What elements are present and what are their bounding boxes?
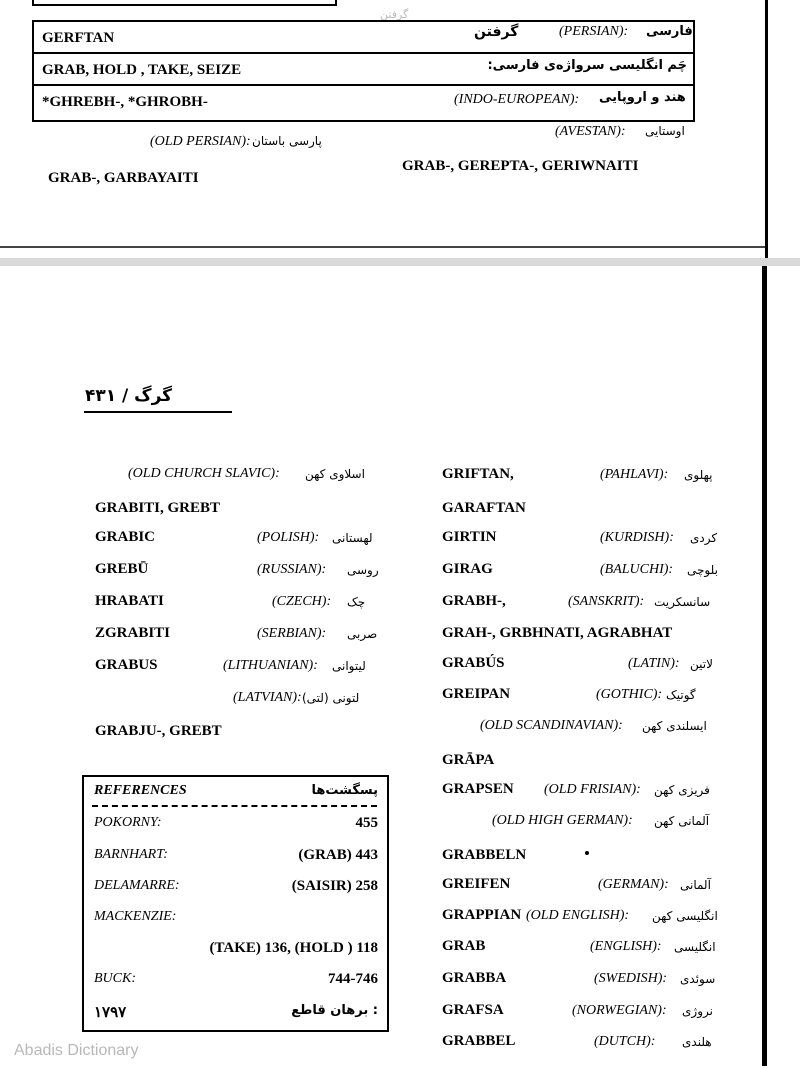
list-item — [128, 466, 388, 488]
old-persian-value: GRAB-, GARBAYAITI — [48, 170, 199, 186]
language-label-en: (OLD SCANDINAVIAN): — [480, 718, 623, 733]
language-label-fa: روسی — [347, 563, 379, 577]
avestan-value: GRAB-, GEREPTA-, GERIWNAITI — [402, 158, 639, 174]
language-label-fa: اسلاوی کهن — [305, 467, 365, 481]
language-label-en: (GERMAN): — [598, 877, 669, 892]
references-header — [94, 783, 378, 805]
word-value: GREBŪ — [95, 561, 149, 577]
language-label-fa: سوئدی — [680, 972, 716, 986]
word-value: GRABBELN — [442, 847, 527, 863]
list-item — [442, 749, 494, 771]
word-value: GRAPPIAN — [442, 907, 522, 923]
word-value: HRABATI — [95, 593, 164, 609]
references-title-fa: پسگشت‌ها — [311, 783, 378, 798]
word-value: GRAPSEN — [442, 781, 514, 797]
word-value: GRABÚS — [442, 655, 505, 671]
word-value: GARAFTAN — [442, 500, 526, 516]
language-label-fa: ایسلندی کهن — [642, 719, 707, 733]
list-item — [95, 625, 390, 647]
language-label-en: (GOTHIC): — [596, 687, 663, 702]
language-label-en: (SANSKRIT): — [568, 594, 645, 609]
persian-value: GERFTAN — [42, 30, 115, 46]
reference-row — [94, 909, 378, 931]
list-item — [442, 1033, 727, 1055]
language-label-fa: گوتیک — [666, 688, 696, 702]
word-value: GRABIC — [95, 529, 156, 545]
word-value: GRIFTAN, — [442, 466, 514, 482]
language-label-fa: صربی — [347, 627, 378, 641]
list-item — [442, 938, 727, 960]
page-bottom-edge — [0, 246, 766, 248]
list-item — [442, 812, 727, 834]
reference-row — [94, 878, 378, 900]
language-label-fa: هلندی — [682, 1035, 712, 1049]
language-label-fa: انگلیسی کهن — [652, 909, 718, 923]
list-item — [95, 561, 390, 583]
language-label-fa: پهلوی — [684, 468, 713, 482]
indo-european-label-fa: هند و اروپایی — [599, 90, 686, 105]
list-item — [442, 561, 727, 583]
list-item — [442, 529, 727, 551]
list-item — [442, 655, 727, 677]
word-value: GRAH-, GRBHNATI, AGRABHAT — [442, 625, 673, 641]
list-item — [442, 844, 526, 866]
reference-row — [94, 1003, 378, 1025]
language-label-fa: لهستانی — [332, 531, 373, 545]
old-persian-label-en: (OLD PERSIAN): — [150, 134, 251, 149]
reference-label: MACKENZIE: — [94, 909, 177, 924]
word-value: GRABBA — [442, 970, 507, 986]
word-value: GREIFEN — [442, 876, 511, 892]
reference-row — [94, 940, 378, 962]
language-label-en: (PAHLAVI): — [600, 467, 669, 482]
word-value: GRAB — [442, 938, 486, 954]
language-label-en: (POLISH): — [257, 530, 320, 545]
list-item — [442, 781, 727, 803]
word-value: GRAFSA — [442, 1002, 504, 1018]
language-label-fa: آلمانی — [680, 878, 711, 892]
avestan-label-en: (AVESTAN): — [555, 124, 626, 139]
language-label-en: (KURDISH): — [600, 530, 674, 545]
language-label-fa: چک — [347, 595, 366, 609]
language-label-en: (RUSSIAN): — [257, 562, 327, 577]
reference-value: برهان قاطع : — [291, 1003, 378, 1018]
word-value: GRABBEL — [442, 1033, 516, 1049]
word-value: GRABUS — [95, 657, 158, 673]
language-label-fa: لاتین — [690, 657, 713, 671]
list-item — [442, 686, 727, 708]
language-label-en: (OLD ENGLISH): — [526, 908, 630, 923]
language-label-en: (OLD CHURCH SLAVIC): — [128, 466, 280, 481]
list-item — [442, 622, 672, 644]
top-scanned-page — [0, 0, 800, 258]
language-label-fa: نروژی — [682, 1004, 713, 1018]
reference-row — [94, 815, 378, 837]
list-item — [442, 970, 727, 992]
list-item — [95, 593, 390, 615]
language-label-en: (CZECH): — [272, 594, 332, 609]
list-item — [442, 593, 727, 615]
word-value: GIRAG — [442, 561, 493, 577]
word-value: GRABJU-, GREBT — [95, 723, 222, 739]
avestan-label-fa: اوستایی — [645, 124, 685, 138]
reference-value: (SAISIR) 258 — [291, 878, 378, 894]
page-heading: گرگ / ۴۳۱ — [85, 386, 173, 406]
language-label-en: (ENGLISH): — [590, 939, 662, 954]
english-meaning-label: چَم انگلیسی سرواژه‌ی فارسی: — [487, 58, 687, 73]
indo-european-row — [34, 86, 693, 116]
stray-dot — [585, 851, 589, 855]
language-label-en: (OLD HIGH GERMAN): — [492, 813, 633, 828]
reference-label: BARNHART: — [94, 847, 168, 862]
page-right-edge — [762, 266, 767, 1066]
references-box — [82, 775, 389, 1032]
page-separator — [0, 258, 800, 266]
list-item — [442, 466, 727, 488]
word-value: GREIPAN — [442, 686, 511, 702]
reference-label: ۱۷۹۷ — [94, 1005, 127, 1021]
reference-value: (TAKE) 136, (HOLD ) 118 — [209, 940, 378, 956]
list-item — [95, 657, 390, 679]
list-item — [442, 907, 727, 929]
reference-value: (GRAB) 443 — [298, 847, 378, 863]
list-item — [442, 876, 727, 898]
english-meaning-row — [34, 54, 693, 86]
reference-row — [94, 847, 378, 869]
page-right-edge — [765, 0, 768, 258]
language-label-fa: آلمانی کهن — [654, 814, 710, 828]
language-label-fa: بلوچی — [687, 563, 718, 577]
language-label-fa: کردی — [690, 531, 718, 545]
indo-european-label-en: (INDO-EUROPEAN): — [454, 92, 580, 107]
language-label-en: (LATVIAN): — [233, 690, 302, 705]
reference-label: BUCK: — [94, 971, 136, 986]
references-title-en: REFERENCES — [94, 783, 187, 798]
word-value: GRABH-, — [442, 593, 506, 609]
language-label-en: (LATIN): — [628, 656, 680, 671]
language-label-en: (SWEDISH): — [594, 971, 668, 986]
previous-box-edge — [32, 0, 337, 6]
language-label-en: (DUTCH): — [594, 1034, 656, 1049]
list-item — [442, 717, 727, 739]
word-value: GRĀPA — [442, 752, 495, 768]
site-watermark: Abadis Dictionary — [14, 1042, 139, 1059]
heading-underline — [84, 411, 232, 413]
list-item — [442, 1002, 727, 1024]
language-label-fa: لیتوانی — [332, 659, 366, 673]
reference-label: DELAMARRE: — [94, 878, 180, 893]
language-label-fa: انگلیسی — [674, 940, 716, 954]
language-label-fa: لتونی (لتی) — [302, 691, 360, 705]
list-item — [95, 497, 220, 519]
reference-row — [94, 971, 378, 993]
word-value: GRABITI, GREBT — [95, 500, 221, 516]
list-item — [95, 720, 222, 742]
list-item — [442, 497, 526, 519]
dashed-divider — [92, 805, 377, 807]
persian-word: گرفتن — [474, 24, 519, 40]
word-value: GIRTIN — [442, 529, 497, 545]
reference-label: POKORNY: — [94, 815, 162, 830]
list-item — [95, 529, 390, 551]
faint-watermark: گرفتن — [380, 8, 409, 21]
language-label-en: (BALUCHI): — [600, 562, 674, 577]
reference-value: 744-746 — [328, 971, 378, 987]
language-label-en: (OLD FRISIAN): — [544, 782, 641, 797]
indo-european-value: *GHREBH-, *GHROBH- — [42, 94, 208, 110]
persian-entry-box — [32, 20, 695, 122]
word-value: ZGRABITI — [95, 625, 171, 641]
persian-row — [34, 22, 693, 54]
language-label-en: (LITHUANIAN): — [223, 658, 318, 673]
language-label-en: (SERBIAN): — [257, 626, 327, 641]
list-item — [95, 689, 390, 711]
english-meaning-value: GRAB, HOLD , TAKE, SEIZE — [42, 62, 242, 78]
language-label-en: (NORWEGIAN): — [572, 1003, 667, 1018]
language-label-fa: فریزی کهن — [654, 783, 710, 797]
persian-label-en: (PERSIAN): — [559, 24, 629, 39]
old-persian-label-fa: پارسی باستان — [252, 134, 322, 148]
language-label-fa: سانسکریت — [654, 595, 711, 609]
reference-value: 455 — [355, 815, 378, 831]
persian-label-fa: فارسی — [646, 24, 693, 39]
